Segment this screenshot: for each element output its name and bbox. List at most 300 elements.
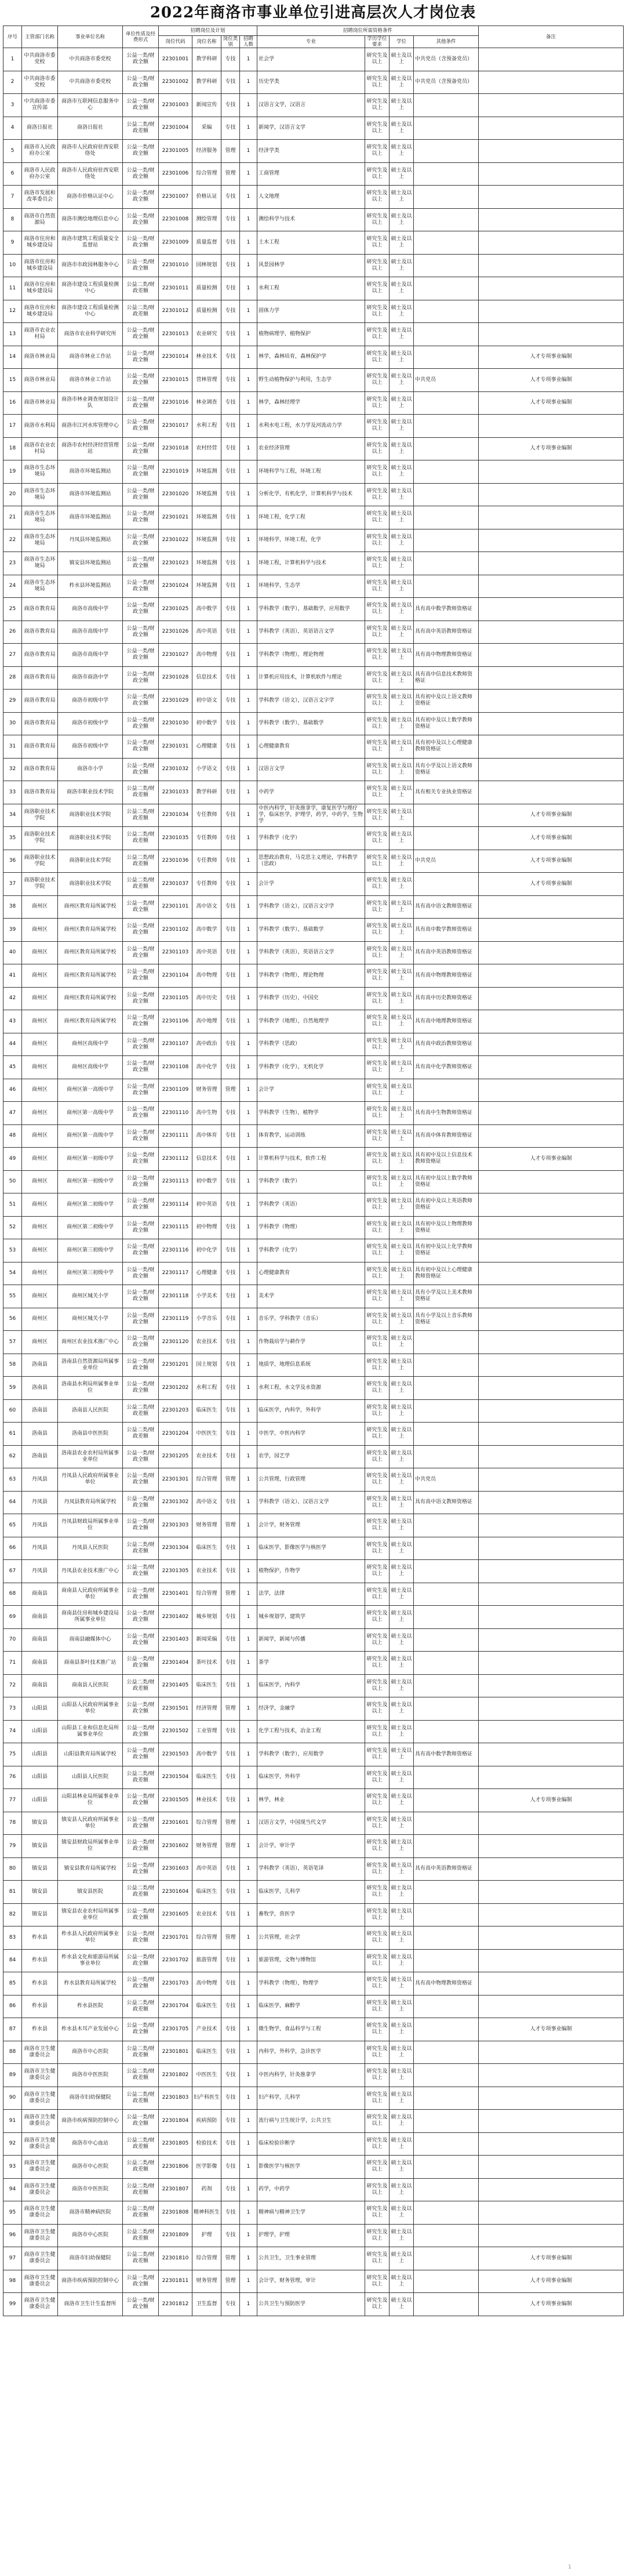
unit-name-cell: 商洛市中心血站	[58, 2132, 123, 2156]
post-code-cell: 22301107	[159, 1033, 192, 1056]
post-category-cell: 专技	[221, 1606, 240, 1629]
department-cell: 山阳县	[22, 1743, 58, 1766]
department-cell: 镇安县	[22, 1881, 58, 1904]
unit-name-cell: 商南县融媒体中心	[58, 1628, 123, 1652]
post-code-cell: 22301105	[159, 987, 192, 1010]
headcount-cell: 1	[240, 1652, 257, 1675]
remarks-cell	[479, 1674, 624, 1697]
post-category-cell: 管理	[221, 1079, 240, 1102]
row-number-cell: 44	[3, 1033, 22, 1056]
department-cell: 中共商洛市委党校	[22, 71, 58, 94]
remarks-cell	[479, 1583, 624, 1606]
post-code-cell: 22301023	[159, 552, 192, 575]
table-row	[3, 415, 624, 438]
post-category-cell: 专技	[221, 300, 240, 323]
major-cell: 汉语言文学，汉语言	[257, 94, 365, 117]
post-category-cell: 专技	[221, 873, 240, 896]
degree-cell: 硕士及以上	[390, 735, 414, 759]
table-row	[3, 1995, 624, 2018]
post-category-cell: 专技	[221, 987, 240, 1010]
degree-cell: 硕士及以上	[390, 941, 414, 964]
post-code-cell: 22301806	[159, 2156, 192, 2179]
remarks-cell	[479, 919, 624, 942]
major-cell: 汉语言文学，中国现当代文学	[257, 1812, 365, 1835]
remarks-cell	[479, 2110, 624, 2133]
unit-type-cell: 公益一类/财政全额	[123, 644, 159, 667]
degree-cell: 硕士及以上	[390, 1102, 414, 1125]
unit-type-cell: 公益一类/财政全额	[123, 1148, 159, 1171]
unit-name-cell: 商州区高级中学	[58, 1056, 123, 1079]
post-name-cell: 中医医生	[192, 2064, 221, 2087]
unit-name-cell: 丹凤县环境监测站	[58, 529, 123, 552]
headcount-cell: 1	[240, 1995, 257, 2018]
remarks-cell	[479, 690, 624, 713]
department-cell: 丹凤县	[22, 1514, 58, 1537]
row-number-cell: 25	[3, 598, 22, 621]
table-row	[3, 2224, 624, 2247]
unit-name-cell: 商洛市卫生计生监督所	[58, 2293, 123, 2316]
department-cell: 商州区	[22, 1079, 58, 1102]
education-cell: 研究生及以上	[365, 2270, 390, 2293]
other-conditions-cell	[414, 415, 479, 438]
other-conditions-cell	[414, 1812, 479, 1835]
headcount-cell: 1	[240, 987, 257, 1010]
department-cell: 柞水县	[22, 1926, 58, 1950]
other-conditions-cell	[414, 1628, 479, 1652]
degree-cell: 硕士及以上	[390, 1399, 414, 1423]
unit-name-cell: 商洛市互联网信息服务中心	[58, 94, 123, 117]
education-cell: 研究生及以上	[365, 1766, 390, 1789]
other-conditions-cell	[414, 1399, 479, 1423]
education-cell: 研究生及以上	[365, 231, 390, 255]
headcount-cell: 1	[240, 1606, 257, 1629]
remarks-cell	[479, 1972, 624, 1996]
unit-type-cell: 公益一类/财政全额	[123, 1262, 159, 1285]
table-row	[3, 71, 624, 94]
education-cell: 研究生及以上	[365, 1881, 390, 1904]
row-number-cell: 76	[3, 1766, 22, 1789]
remarks-cell: 人才专项事业编制	[479, 391, 624, 415]
post-category-cell: 专技	[221, 1881, 240, 1904]
unit-type-cell: 公益一类/财政全额	[123, 1560, 159, 1583]
degree-cell: 硕士及以上	[390, 1995, 414, 2018]
remarks-cell	[479, 781, 624, 804]
unit-name-cell: 洛南县农业农村局所属事业单位	[58, 1445, 123, 1468]
degree-cell: 硕士及以上	[390, 415, 414, 438]
post-category-cell: 管理	[221, 1697, 240, 1721]
education-cell: 研究生及以上	[365, 1331, 390, 1354]
post-name-cell: 经济管理	[192, 1697, 221, 1721]
major-cell: 学科教学（物理），理论物理	[257, 644, 365, 667]
unit-name-cell: 商南县人民政府所属事业单位	[58, 1583, 123, 1606]
unit-type-cell: 公益一类/财政全额	[123, 1285, 159, 1308]
major-cell: 汉语言文学	[257, 758, 365, 781]
post-code-cell: 22301035	[159, 827, 192, 850]
row-number-cell: 9	[3, 231, 22, 255]
row-number-cell: 31	[3, 735, 22, 759]
other-conditions-cell: 具有高中英语教师资格证	[414, 1857, 479, 1881]
post-name-cell: 水利工程	[192, 1377, 221, 1400]
unit-type-cell: 公益一类/财政全额	[123, 1926, 159, 1950]
remarks-cell	[479, 415, 624, 438]
major-cell: 林学，林业	[257, 1789, 365, 1812]
unit-name-cell: 山阳县教育局所属学校	[58, 1743, 123, 1766]
post-category-cell: 专技	[221, 460, 240, 484]
unit-type-cell: 公益一类/财政全额	[123, 2110, 159, 2133]
remarks-cell	[479, 1262, 624, 1285]
other-conditions-cell	[414, 1583, 479, 1606]
education-cell: 研究生及以上	[365, 987, 390, 1010]
headcount-cell: 1	[240, 666, 257, 690]
other-conditions-cell	[414, 94, 479, 117]
post-category-cell: 专技	[221, 1193, 240, 1217]
post-category-cell: 专技	[221, 48, 240, 71]
post-category-cell: 专技	[221, 277, 240, 300]
row-number-cell: 6	[3, 162, 22, 186]
row-number-cell: 38	[3, 895, 22, 919]
unit-name-cell: 商洛市疾病预防控制中心	[58, 2270, 123, 2293]
major-cell: 学科教学（化学）	[257, 1239, 365, 1262]
unit-name-cell: 商洛市环境监测站	[58, 460, 123, 484]
unit-type-cell: 公益一类/财政全额	[123, 1308, 159, 1331]
post-code-cell: 22301022	[159, 529, 192, 552]
remarks-cell	[479, 1697, 624, 1721]
table-row	[3, 1468, 624, 1492]
post-name-cell: 工业管理	[192, 1720, 221, 1743]
major-cell: 中医内科学，针灸推拿学	[257, 2064, 365, 2087]
remarks-cell	[479, 1239, 624, 1262]
post-name-cell: 质量检测	[192, 277, 221, 300]
remarks-cell: 人才专项事业编制	[479, 369, 624, 392]
unit-type-cell: 公益二类/财政差额	[123, 804, 159, 827]
post-category-cell: 专技	[221, 781, 240, 804]
post-category-cell: 专技	[221, 1652, 240, 1675]
post-category-cell: 专技	[221, 1124, 240, 1148]
post-code-cell: 22301020	[159, 483, 192, 506]
col-header: 岗位类别	[221, 36, 240, 48]
post-name-cell: 高中物理	[192, 1972, 221, 1996]
post-code-cell: 22301116	[159, 1239, 192, 1262]
post-category-cell: 专技	[221, 1102, 240, 1125]
remarks-cell: 人才专项事业编制	[479, 2270, 624, 2293]
other-conditions-cell: 具有初中及以上数学教师资格证	[414, 1170, 479, 1193]
post-name-cell: 产业技术	[192, 2018, 221, 2041]
remarks-cell	[479, 1491, 624, 1514]
headcount-cell: 1	[240, 346, 257, 369]
headcount-cell: 1	[240, 1193, 257, 1217]
remarks-cell	[479, 666, 624, 690]
table-row	[3, 2270, 624, 2293]
table-row	[3, 1124, 624, 1148]
major-cell: 环境工程，化学工程	[257, 506, 365, 529]
unit-type-cell: 公益一类/财政全额	[123, 1445, 159, 1468]
post-code-cell: 22301028	[159, 666, 192, 690]
department-cell: 商州区	[22, 1102, 58, 1125]
degree-cell: 硕士及以上	[390, 1835, 414, 1858]
major-cell: 内科学，外科学，急诊医学	[257, 2041, 365, 2064]
unit-type-cell: 公益一类/财政全额	[123, 1102, 159, 1125]
unit-type-cell: 公益一类/财政全额	[123, 323, 159, 346]
other-conditions-cell: 具有初中及以上信息技术教师资格证	[414, 1148, 479, 1171]
headcount-cell: 1	[240, 2087, 257, 2110]
unit-type-cell: 公益一类/财政全额	[123, 964, 159, 988]
headcount-cell: 1	[240, 575, 257, 598]
major-cell: 环境工程，计算机科学与技术	[257, 552, 365, 575]
post-code-cell: 22301019	[159, 460, 192, 484]
table-row	[3, 941, 624, 964]
post-name-cell: 初中英语	[192, 1193, 221, 1217]
degree-cell: 硕士及以上	[390, 1308, 414, 1331]
other-conditions-cell	[414, 117, 479, 140]
unit-name-cell: 商洛市疾病预防控制中心	[58, 2110, 123, 2133]
department-cell: 商洛市生态环境局	[22, 575, 58, 598]
degree-cell: 硕士及以上	[390, 1445, 414, 1468]
row-number-cell: 17	[3, 415, 22, 438]
row-number-cell: 65	[3, 1514, 22, 1537]
department-cell: 商洛市教育局	[22, 712, 58, 735]
headcount-cell: 1	[240, 1903, 257, 1926]
unit-name-cell: 丹凤县财政局所属事业单位	[58, 1514, 123, 1537]
headcount-cell: 1	[240, 1079, 257, 1102]
education-cell: 研究生及以上	[365, 483, 390, 506]
row-number-cell: 28	[3, 666, 22, 690]
department-cell: 洛南县	[22, 1377, 58, 1400]
post-name-cell: 综合管理	[192, 1468, 221, 1492]
col-header: 事业单位名称	[58, 26, 123, 48]
major-cell: 学科教学（历史），中国史	[257, 987, 365, 1010]
education-cell: 研究生及以上	[365, 621, 390, 644]
table-body	[3, 48, 624, 2316]
unit-type-cell: 公益一类/财政全额	[123, 1628, 159, 1652]
post-name-cell: 农业研究	[192, 323, 221, 346]
row-number-cell: 11	[3, 277, 22, 300]
other-conditions-cell	[414, 1949, 479, 1972]
row-number-cell: 12	[3, 300, 22, 323]
department-cell: 商洛市卫生健康委员会	[22, 2270, 58, 2293]
education-cell: 研究生及以上	[365, 690, 390, 713]
other-conditions-cell	[414, 186, 479, 209]
other-conditions-cell: 中共党员（含预备党员）	[414, 48, 479, 71]
education-cell: 研究生及以上	[365, 1193, 390, 1217]
department-cell: 商州区	[22, 941, 58, 964]
degree-cell: 硕士及以上	[390, 1010, 414, 1033]
unit-type-cell: 公益二类/财政差额	[123, 2156, 159, 2179]
post-code-cell: 22301502	[159, 1720, 192, 1743]
row-number-cell: 8	[3, 208, 22, 231]
department-cell: 商南县	[22, 1606, 58, 1629]
major-cell: 影像医学与核医学	[257, 2156, 365, 2179]
unit-name-cell: 丹凤县人民医院	[58, 1537, 123, 1560]
education-cell: 研究生及以上	[365, 415, 390, 438]
headcount-cell: 1	[240, 690, 257, 713]
unit-type-cell: 公益一类/财政全额	[123, 48, 159, 71]
table-row	[3, 437, 624, 460]
table-row	[3, 323, 624, 346]
table-row	[3, 919, 624, 942]
education-cell: 研究生及以上	[365, 1491, 390, 1514]
headcount-cell: 1	[240, 1949, 257, 1972]
table-row	[3, 1857, 624, 1881]
other-conditions-cell	[414, 2018, 479, 2041]
unit-name-cell: 商州区教育局所属学校	[58, 1010, 123, 1033]
remarks-cell	[479, 1995, 624, 2018]
row-number-cell: 49	[3, 1148, 22, 1171]
unit-name-cell: 商洛市中医医院	[58, 2064, 123, 2087]
row-number-cell: 57	[3, 1331, 22, 1354]
unit-name-cell: 商洛市中心医院	[58, 2156, 123, 2179]
other-conditions-cell: 具有高中数学教师资格证	[414, 1743, 479, 1766]
department-cell: 商洛市教育局	[22, 690, 58, 713]
post-name-cell: 专任教师	[192, 804, 221, 827]
headcount-cell: 1	[240, 1102, 257, 1125]
table-row	[3, 895, 624, 919]
post-name-cell: 小学美术	[192, 1285, 221, 1308]
row-number-cell: 70	[3, 1628, 22, 1652]
degree-cell: 硕士及以上	[390, 575, 414, 598]
education-cell: 研究生及以上	[365, 1514, 390, 1537]
major-cell: 临床检验诊断学	[257, 2132, 365, 2156]
degree-cell: 硕士及以上	[390, 208, 414, 231]
major-cell: 作物栽培学与耕作学	[257, 1331, 365, 1354]
degree-cell: 硕士及以上	[390, 1377, 414, 1400]
headcount-cell: 1	[240, 941, 257, 964]
unit-type-cell: 公益二类/财政差额	[123, 1766, 159, 1789]
remarks-cell	[479, 1560, 624, 1583]
row-number-cell: 81	[3, 1881, 22, 1904]
post-name-cell: 园林规划	[192, 254, 221, 277]
degree-cell: 硕士及以上	[390, 1262, 414, 1285]
other-conditions-cell	[414, 2247, 479, 2270]
table-row	[3, 186, 624, 209]
remarks-cell	[479, 2132, 624, 2156]
post-name-cell: 教学科研	[192, 71, 221, 94]
unit-name-cell: 商州区第一初级中学	[58, 1148, 123, 1171]
unit-type-cell: 公益一类/财政全额	[123, 895, 159, 919]
headcount-cell: 1	[240, 1033, 257, 1056]
table-row	[3, 1377, 624, 1400]
other-conditions-cell	[414, 300, 479, 323]
table-row	[3, 827, 624, 850]
degree-cell: 硕士及以上	[390, 2064, 414, 2087]
table-row	[3, 1835, 624, 1858]
department-cell: 商洛市教育局	[22, 644, 58, 667]
post-name-cell: 综合管理	[192, 162, 221, 186]
major-cell: 中医学，中医内科学	[257, 1423, 365, 1446]
education-cell: 研究生及以上	[365, 1377, 390, 1400]
department-cell: 丹凤县	[22, 1560, 58, 1583]
major-cell: 分析化学，有机化学，计算机科学与技术	[257, 483, 365, 506]
post-category-cell: 管理	[221, 1583, 240, 1606]
post-name-cell: 初中化学	[192, 1239, 221, 1262]
other-conditions-cell: 具有高中物理教师资格证	[414, 644, 479, 667]
post-name-cell: 环境监测	[192, 460, 221, 484]
department-cell: 山阳县	[22, 1720, 58, 1743]
remarks-cell	[479, 1033, 624, 1056]
post-code-cell: 22301505	[159, 1789, 192, 1812]
headcount-cell: 1	[240, 1468, 257, 1492]
post-category-cell: 专技	[221, 1010, 240, 1033]
unit-name-cell: 商洛市林业调查规划设计队	[58, 391, 123, 415]
table-row	[3, 712, 624, 735]
row-number-cell: 15	[3, 369, 22, 392]
unit-name-cell: 山阳县人民医院	[58, 1766, 123, 1789]
post-category-cell: 专技	[221, 644, 240, 667]
headcount-cell: 1	[240, 1216, 257, 1239]
department-cell: 洛南县	[22, 1354, 58, 1377]
row-number-cell: 54	[3, 1262, 22, 1285]
post-category-cell: 专技	[221, 437, 240, 460]
headcount-cell: 1	[240, 735, 257, 759]
education-cell: 研究生及以上	[365, 1583, 390, 1606]
education-cell: 研究生及以上	[365, 71, 390, 94]
unit-name-cell: 商洛市中心医院	[58, 2041, 123, 2064]
degree-cell: 硕士及以上	[390, 1583, 414, 1606]
row-number-cell: 87	[3, 2018, 22, 2041]
table-row	[3, 2041, 624, 2064]
department-cell: 商洛职业技术学院	[22, 850, 58, 873]
unit-name-cell: 洛南县中医医院	[58, 1423, 123, 1446]
department-cell: 洛南县	[22, 1423, 58, 1446]
table-row	[3, 231, 624, 255]
major-cell: 茶学	[257, 1652, 365, 1675]
post-category-cell: 专技	[221, 827, 240, 850]
table-row	[3, 1720, 624, 1743]
table-row	[3, 1170, 624, 1193]
department-cell: 商洛职业技术学院	[22, 827, 58, 850]
unit-name-cell: 镇安县财政局所属事业单位	[58, 1835, 123, 1858]
education-cell: 研究生及以上	[365, 94, 390, 117]
other-conditions-cell	[414, 460, 479, 484]
unit-type-cell: 公益二类/财政差额	[123, 1537, 159, 1560]
post-name-cell: 质量监督	[192, 231, 221, 255]
row-number-cell: 21	[3, 506, 22, 529]
post-category-cell: 专技	[221, 850, 240, 873]
row-number-cell: 86	[3, 1995, 22, 2018]
post-code-cell: 22301303	[159, 1514, 192, 1537]
remarks-cell	[479, 735, 624, 759]
post-code-cell: 22301017	[159, 415, 192, 438]
row-number-cell: 48	[3, 1124, 22, 1148]
degree-cell: 硕士及以上	[390, 621, 414, 644]
post-code-cell: 22301036	[159, 850, 192, 873]
degree-cell: 硕士及以上	[390, 1537, 414, 1560]
remarks-cell: 人才专项事业编制	[479, 804, 624, 827]
col-header: 招聘人数	[240, 36, 257, 48]
headcount-cell: 1	[240, 2132, 257, 2156]
headcount-cell: 1	[240, 1881, 257, 1904]
major-cell: 学科教学（数学），基础数学，应用数学	[257, 598, 365, 621]
post-name-cell: 环境监测	[192, 483, 221, 506]
unit-type-cell: 公益一类/财政全额	[123, 1720, 159, 1743]
other-conditions-cell	[414, 1514, 479, 1537]
table-row	[3, 1102, 624, 1125]
unit-type-cell: 公益一类/财政全额	[123, 1491, 159, 1514]
department-cell: 商州区	[22, 1148, 58, 1171]
post-name-cell: 初中物理	[192, 1216, 221, 1239]
unit-type-cell: 公益一类/财政全额	[123, 1652, 159, 1675]
unit-name-cell: 商洛市职业技术学院	[58, 781, 123, 804]
post-name-cell: 新闻宣传	[192, 94, 221, 117]
remarks-cell: 人才专项事业编制	[479, 1148, 624, 1171]
degree-cell: 硕士及以上	[390, 2293, 414, 2316]
degree-cell: 硕士及以上	[390, 964, 414, 988]
remarks-cell	[479, 1857, 624, 1881]
degree-cell: 硕士及以上	[390, 552, 414, 575]
row-number-cell: 36	[3, 850, 22, 873]
education-cell: 研究生及以上	[365, 1743, 390, 1766]
unit-name-cell: 商洛市林业工作站	[58, 369, 123, 392]
post-category-cell: 管理	[221, 1514, 240, 1537]
